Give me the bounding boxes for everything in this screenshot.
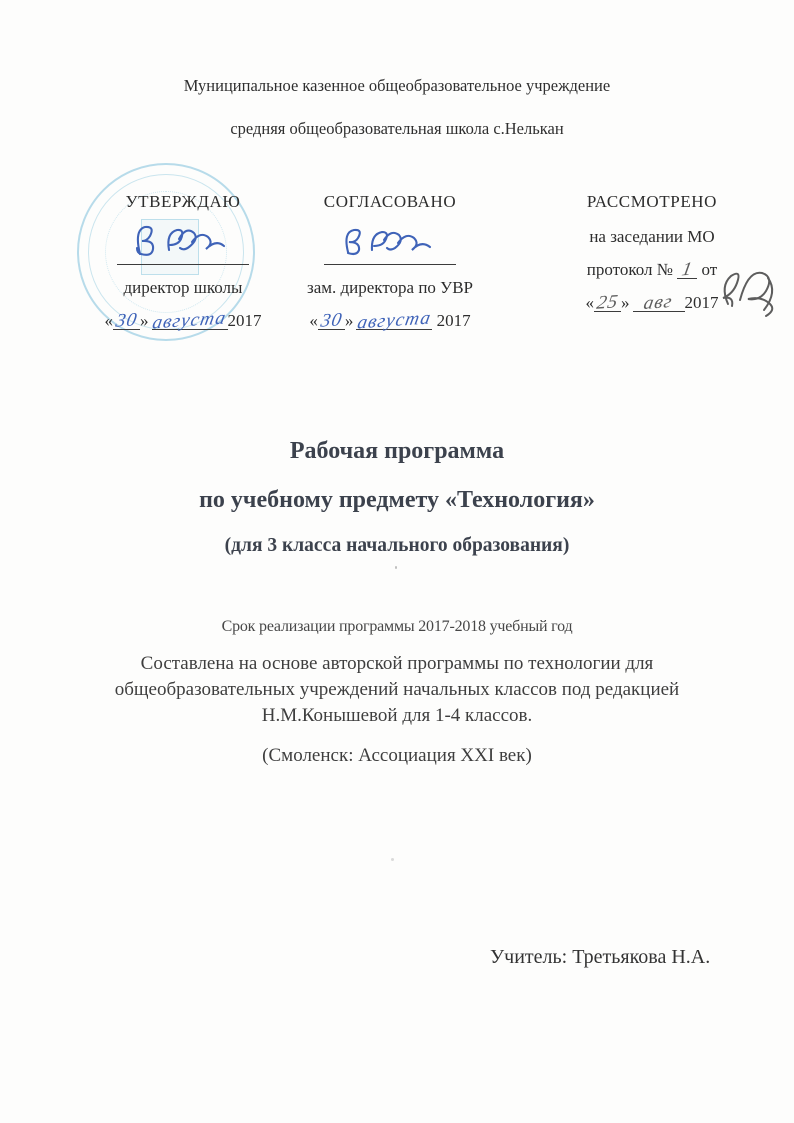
document-subject: по учебному предмету «Технология» [199,487,595,513]
protocol-suffix: от [701,260,718,279]
date-year: 2017 [436,311,471,330]
document-grade: (для 3 класса начального образования) [224,535,570,556]
quote-open: « [309,311,318,330]
scan-speck [395,566,397,569]
program-term: Срок реализации программы 2017-2018 учебный год [221,618,573,635]
approval-subline: на заседании МО [589,227,715,246]
org-name-line2: средняя общеобразовательная школа с.Нелькан [230,119,564,138]
scan-speck [391,858,394,861]
program-basis: Составлена на основе авторской программы по технологии для общеобразовательных учреждений начальных классов под редакцией Н.М.Конышевой для 1-4 классов. [114,653,680,726]
handwritten-day: 30 [114,309,140,332]
handwritten-day: 25 [595,291,621,314]
approval-heading: УТВЕРЖДАЮ [125,192,241,211]
approval-role: зам. директора по УВР [306,278,474,297]
approval-date [88,307,278,334]
approval-role: директор школы [123,278,243,297]
approval-col-utverzhdayu [88,192,278,334]
document-title: Рабочая программа [289,438,505,464]
director-signature-area [88,212,278,264]
approval-heading: СОГЛАСОВАНО [323,192,457,211]
approval-col-soglasovano [288,192,492,334]
quote-close: » [344,311,354,330]
org-header [0,76,794,139]
quote-open: « [585,293,594,312]
protocol-prefix: протокол № [586,260,673,279]
date-year: 2017 [684,293,719,312]
handwritten-month: августа [355,307,434,334]
approval-date [288,307,492,334]
date-year: 2017 [227,311,262,330]
teacher-name: Учитель: Третьякова Н.А. [490,946,711,968]
handwritten-month: августа [150,307,229,334]
handwritten-month: авг [642,291,675,314]
handwritten-protocol-number: 1 [680,258,695,281]
quote-close: » [140,311,149,330]
title-block [0,438,794,557]
signature-line [324,264,456,265]
org-name-line1: Муниципальное казенное общеобразовательное учреждение [183,76,611,95]
deputy-signature-icon [334,222,446,262]
program-publisher: (Смоленск: Ассоциация XXI век) [262,745,532,766]
deputy-signature-area [288,212,492,264]
quote-close: » [621,293,630,312]
approval-heading: РАССМОТРЕНО [586,192,718,211]
handwritten-day: 30 [318,309,345,332]
signature-line [117,264,249,265]
quote-open: « [104,311,113,330]
director-signature-icon [124,220,242,262]
margin-signature-icon [716,266,792,328]
